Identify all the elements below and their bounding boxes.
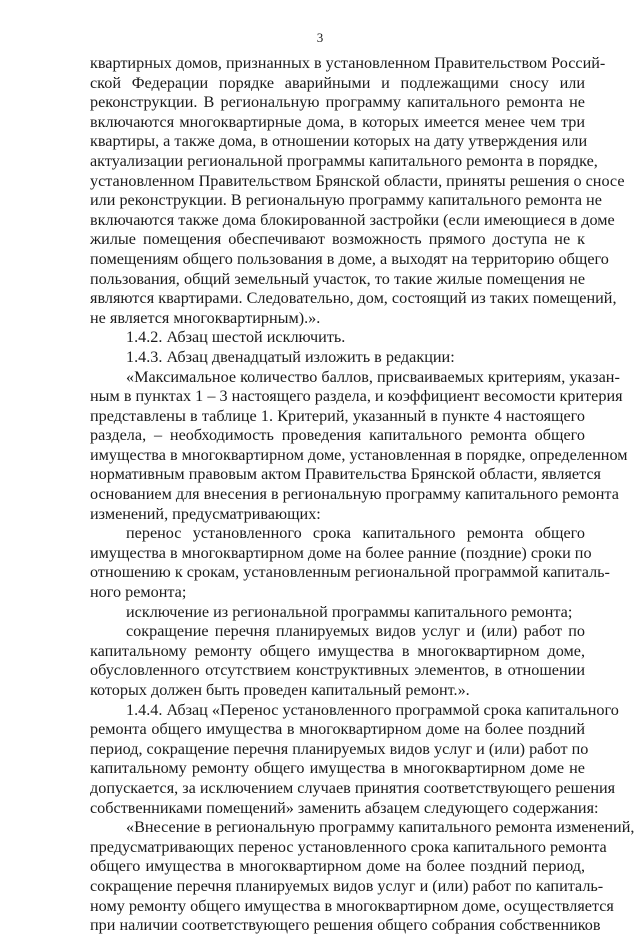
page-number: 3 — [316, 30, 324, 45]
text-line: имущества в многоквартирном доме на более ранние (поздние) сроки по — [90, 543, 592, 562]
text-line: 1.4.2. Абзац шестой исключить. — [126, 328, 346, 347]
text-line: включаются многоквартирные дома, в которых имеется менее чем три — [90, 112, 585, 131]
text-line: сокращение перечня планируемых видов услуг и (или) работ по капиталь- — [90, 876, 604, 895]
text-line: основанием для внесения в региональную программу капитального ремонта — [90, 485, 619, 504]
text-line: обусловленного отсутствием конструктивных элементов, в отношении — [90, 661, 585, 680]
text-line: ного ремонта; — [90, 583, 187, 602]
text-line: нормативным правовым актом Правительства Брянской области, является — [90, 465, 601, 484]
text-line: квартиры, а также дома, в отношении которых на дату утверждения или — [90, 132, 588, 151]
text-line: период, сокращение перечня планируемых видов услуг и (или) работ по — [90, 739, 589, 758]
text-line: допускается, за исключением случаев принятия соответствующего решения — [90, 778, 616, 797]
text-line: перенос установленного срока капитального ремонта общего — [126, 524, 585, 543]
text-line: ремонта общего имущества в многоквартирном доме на более поздний — [90, 720, 585, 739]
text-line: 1.4.3. Абзац двенадцатый изложить в редакции: — [126, 347, 455, 366]
text-line: реконструкции. В региональную программу капитального ремонта не — [90, 93, 585, 112]
text-line: ным в пунктах 1 – 3 настоящего раздела, и коэффициент весомости критерия — [90, 387, 623, 406]
text-line: установленном Правительством Брянской области, приняты решения о сносе — [90, 171, 625, 190]
text-line: капитальному ремонту общего имущества в многоквартирном доме, — [90, 641, 585, 660]
text-line: капитальному ремонту общего имущества в многоквартирном доме не — [90, 759, 585, 778]
text-line: «Внесение в региональную программу капитального ремонта изменений, — [126, 818, 635, 837]
text-line: жилые помещения обеспечивают возможность прямого доступа не к — [90, 230, 585, 249]
text-line: изменений, предусматривающих: — [90, 504, 321, 523]
text-line: предусматривающих перенос установленного срока капитального ремонта — [90, 837, 607, 856]
text-line: актуализации региональной программы капитального ремонта в порядке, — [90, 151, 598, 170]
text-line: помещениям общего пользования в доме, а выходят на территорию общего — [90, 249, 609, 268]
text-line: ному ремонту общего имущества в многоквартирном доме, осуществляется — [90, 896, 614, 915]
text-line: которых должен быть проведен капитальный ремонт.». — [90, 681, 470, 699]
text-line: ской Федерации порядке аварийными и подлежащими сносу или — [90, 73, 585, 92]
text-line: не является многоквартирным).». — [90, 308, 321, 327]
document-body — [90, 54, 635, 936]
text-line: общего имущества в многоквартирном доме на более поздний период, — [90, 857, 585, 876]
text-line: квартирных домов, признанных в установленном Правительством Россий- — [90, 54, 606, 72]
text-line: исключение из региональной программы капитального ремонта; — [126, 602, 573, 621]
text-line: раздела, – необходимость проведения капитального ремонта общего — [90, 426, 585, 445]
text-line: отношению к срокам, установленным региональной программой капиталь- — [90, 563, 610, 582]
text-line: являются квартирами. Следовательно, дом, состоящий из таких помещений, — [90, 289, 617, 308]
text-line: представлены в таблице 1. Критерий, указанный в пункте 4 настоящего — [90, 406, 585, 425]
text-line: 1.4.4. Абзац «Перенос установленного программой срока капитального — [126, 700, 619, 719]
text-line: при наличии соответствующего решения общего собрания собственников — [90, 916, 601, 935]
text-line: собственниками помещений» заменить абзацем следующего содержания: — [90, 798, 599, 817]
text-line: включаются также дома блокированной застройки (если имеющиеся в доме — [90, 210, 615, 229]
text-line: «Максимальное количество баллов, присваиваемых критериям, указан- — [126, 367, 620, 386]
text-line: имущества в многоквартирном доме, установленная в порядке, определенном — [90, 445, 628, 464]
text-line: или реконструкции. В региональную программу капитального ремонта не — [90, 191, 602, 210]
text-line: сокращение перечня планируемых видов услуг и (или) работ по — [126, 622, 585, 641]
text-line: пользования, общий земельный участок, то такие жилые помещения не — [90, 269, 585, 288]
